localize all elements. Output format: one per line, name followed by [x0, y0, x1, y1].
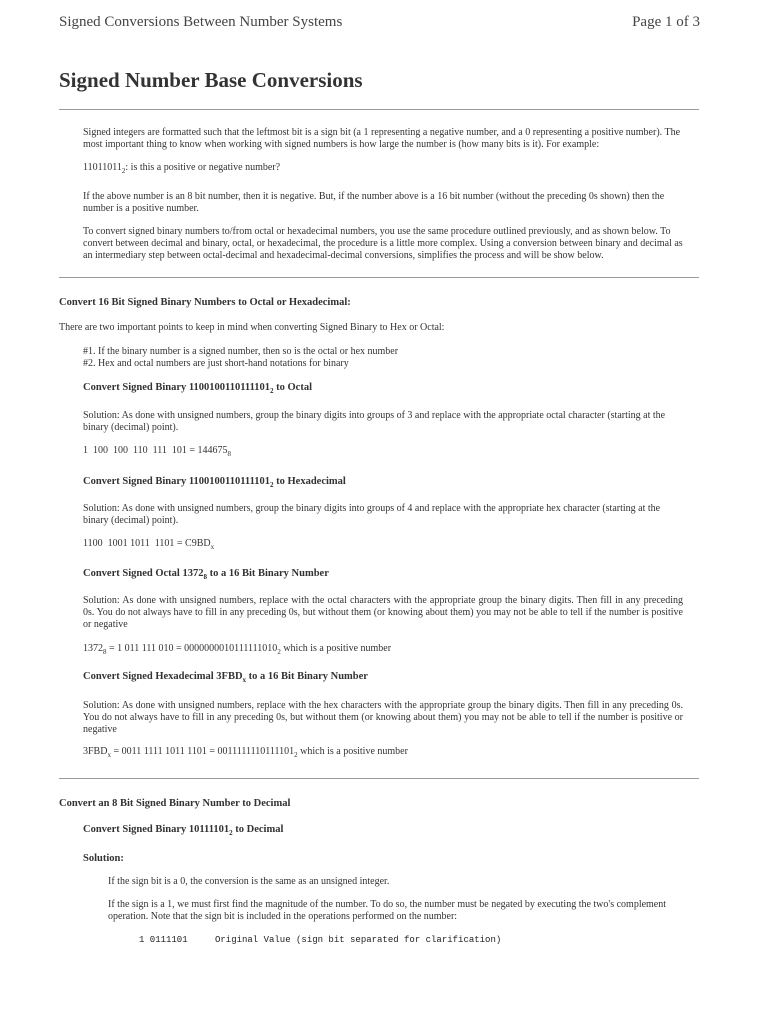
- base-subscript: 2: [277, 648, 281, 656]
- result-value: 1100 1001 1011 1101 = C9BD: [83, 538, 211, 549]
- example-heading-text: to a 16 Bit Binary Number: [206, 568, 329, 579]
- page-title: Signed Number Base Conversions: [59, 68, 363, 92]
- running-header: [59, 14, 700, 36]
- example-heading-text: to Octal: [273, 382, 312, 393]
- base-subscript: x: [242, 676, 247, 684]
- conversion-result: [83, 445, 683, 457]
- page-number: Page 1 of 3: [632, 14, 700, 30]
- solution-text: If the sign is a 1, we must first find the magnitude of the number. To do so, the number must be negated by executing the two's complement operation. Note that the sign bit is included in the operations performed on the number:: [108, 899, 667, 922]
- result-value: 3FBD: [83, 746, 108, 757]
- solution-text: Solution: As done with unsigned numbers, group the binary digits into groups of 3 and replace with the appropriate octal character (starting at the binary (decimal) point).: [83, 410, 666, 433]
- code-value: 1 0111101: [139, 935, 188, 945]
- example-heading-text: to Hexadecimal: [273, 476, 346, 487]
- example-heading-text: Convert Signed Binary 1100100110111101: [83, 382, 270, 393]
- solution-text: If the sign bit is a 0, the conversion is the same as an unsigned integer.: [108, 876, 390, 887]
- example-heading: [83, 475, 683, 488]
- section-lead: There are two important points to keep in mind when converting Signed Binary to Hex or Octal:: [59, 322, 445, 333]
- base-subscript: x: [210, 543, 215, 551]
- example-heading-text: Convert Signed Octal 1372: [83, 568, 204, 579]
- solution-label: Solution:: [83, 853, 124, 864]
- base-subscript: 2: [270, 481, 274, 489]
- base-subscript: 2: [294, 751, 298, 759]
- result-note: which is a positive number: [280, 643, 392, 654]
- example-heading: [83, 670, 683, 683]
- binary-number: 11011011: [83, 162, 122, 173]
- divider: [59, 277, 699, 278]
- base-subscript: 8: [227, 450, 232, 458]
- solution-text: Solution: As done with unsigned numbers, group the binary digits into groups of 4 and replace with the appropriate hex character (starting at the binary (decimal) point).: [83, 503, 661, 526]
- solution-text: Solution: As done with unsigned numbers, replace with the octal characters with the appropriate group the binary digits. Then fill in any preceding 0s. You do not always have to fill in any preceding 0s, but without them (or knowing about them) you may not be able to tell if the number is positive or negative: [83, 595, 683, 630]
- example-heading: [83, 567, 683, 580]
- key-point: #2. Hex and octal numbers are just short-hand notations for binary: [83, 358, 349, 369]
- result-value: 1 100 100 110 111 101 = 144675: [83, 445, 228, 456]
- explanation-paragraph: If the above number is an 8 bit number, then it is negative. But, if the number above is a 16 bit number (without the preceding 0s shown) then the number is a positive number.: [83, 191, 665, 214]
- example-question: [83, 162, 683, 174]
- base-subscript: 2: [121, 167, 126, 175]
- example-heading-text: Convert Signed Binary 10111101: [83, 824, 230, 835]
- result-value: = 0011 1111 1011 1101 = 0011111110111101: [110, 746, 295, 757]
- conversion-result: [83, 538, 683, 550]
- divider: [59, 778, 699, 779]
- section-heading: Convert an 8 Bit Signed Binary Number to Decimal: [59, 798, 291, 809]
- conversion-result: [83, 746, 683, 758]
- base-subscript: 8: [103, 648, 107, 656]
- document-title: Signed Conversions Between Number Systems: [59, 14, 343, 30]
- base-subscript: 2: [270, 387, 274, 395]
- key-point: #1. If the binary number is a signed number, then so is the octal or hex number: [83, 346, 399, 357]
- base-subscript: x: [107, 751, 111, 759]
- example-heading: [83, 381, 683, 394]
- question-text: : is this a positive or negative number?: [125, 162, 281, 173]
- conversion-result: [83, 643, 683, 655]
- base-subscript: 8: [203, 573, 207, 581]
- result-note: which is a positive number: [297, 746, 408, 757]
- code-comment: Original Value (sign bit separated for clarification): [215, 935, 502, 945]
- result-value: 1372: [83, 643, 103, 654]
- solution-text: Solution: As done with unsigned numbers, replace with the hex characters with the appropriate group the binary digits. Then fill in any preceding 0s. You do not always have to fill in any preceding 0s, but without them (or knowing about them) you may not be able to tell if the number is positive or negative: [83, 700, 683, 735]
- example-heading-text: Convert Signed Binary 1100100110111101: [83, 476, 270, 487]
- section-heading: Convert 16 Bit Signed Binary Numbers to Octal or Hexadecimal:: [59, 297, 351, 308]
- intro-paragraph: Signed integers are formatted such that the leftmost bit is a sign bit (a 1 representing a negative number, and a 0 representing a positive number). The most important thing to know when working with signed numbers is how large the number is (how many bits is it). For example:: [83, 127, 681, 150]
- base-subscript: 2: [229, 829, 233, 837]
- result-value: = 1 011 111 010 = 0000000010111111010: [106, 643, 278, 654]
- procedure-paragraph: To convert signed binary numbers to/from octal or hexadecimal numbers, you use the same procedure outlined previously, and as shown below. To convert between decimal and binary, octal, or hexadecimal, the procedure is a little more complex. Using a conversion between binary and decimal as an intermediary step between octal-decimal and hexadecimal-decimal conversions, simplifies the process and will be show below.: [83, 226, 683, 261]
- divider: [59, 109, 699, 110]
- example-heading-text: to a 16 Bit Binary Number: [246, 671, 368, 682]
- example-heading: [83, 823, 683, 836]
- example-heading-text: Convert Signed Hexadecimal 3FBD: [83, 671, 243, 682]
- example-heading-text: to Decimal: [232, 824, 284, 835]
